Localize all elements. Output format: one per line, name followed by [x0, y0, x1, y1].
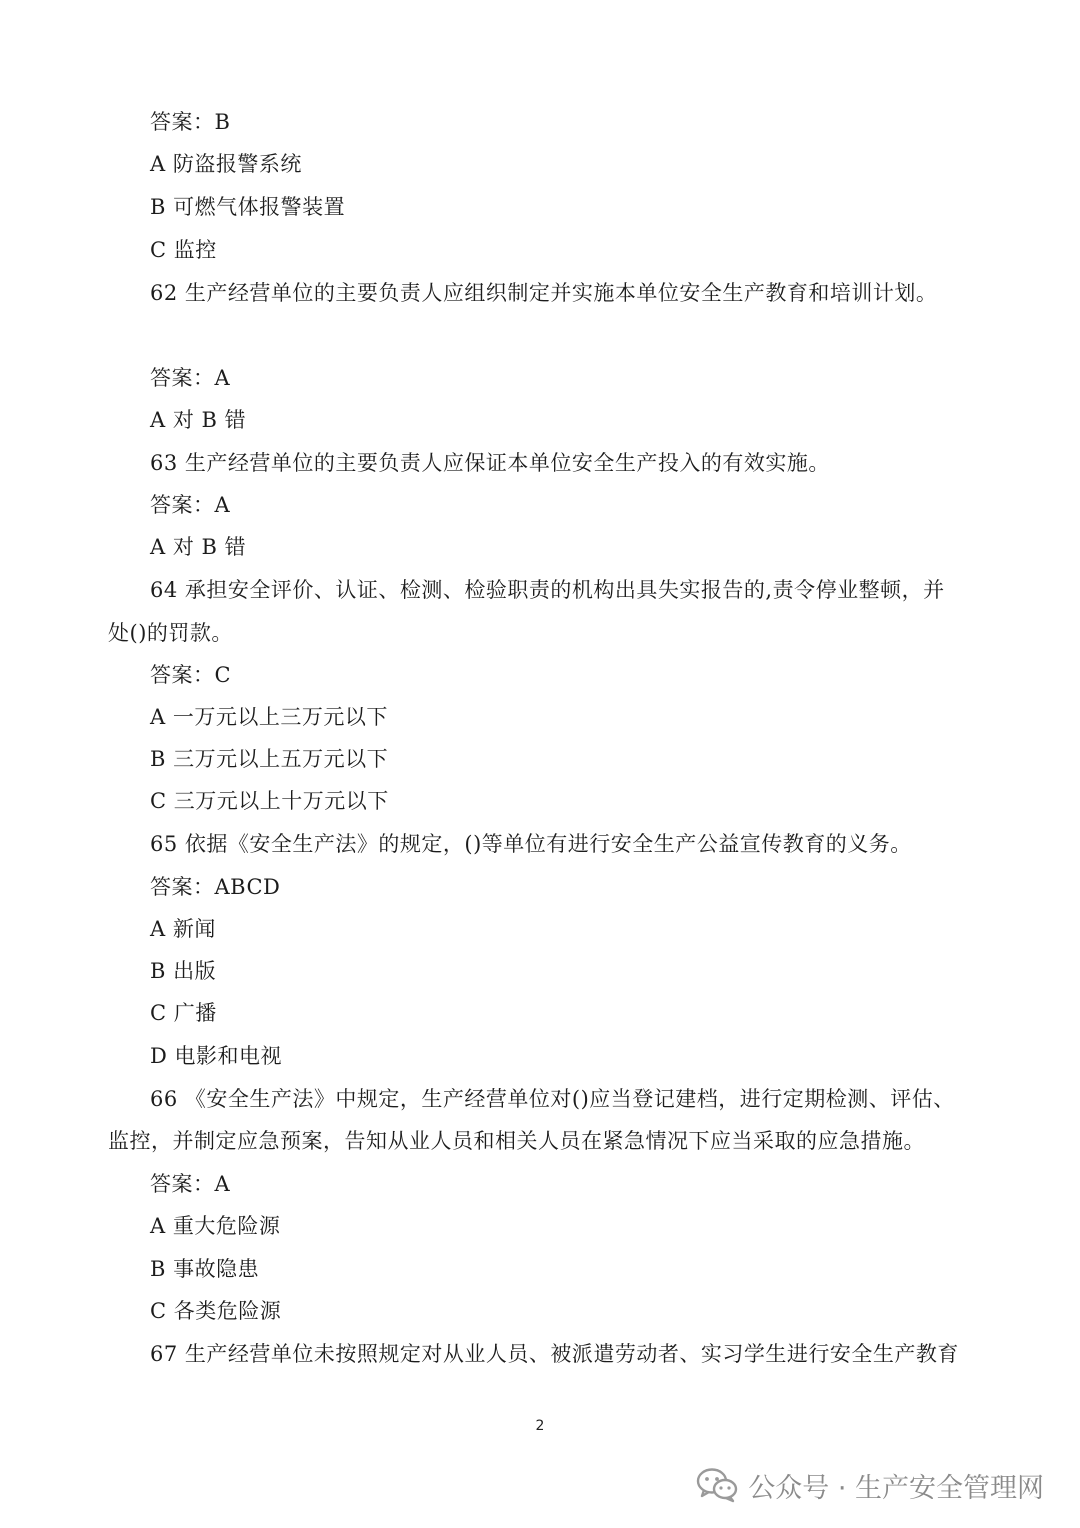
option-line: C 监控 — [150, 238, 217, 262]
answer-line: 答案：B — [150, 110, 231, 134]
answer-line: 答案：C — [150, 663, 232, 687]
option-line: B 事故隐患 — [150, 1257, 260, 1281]
option-line: C 各类危险源 — [150, 1299, 282, 1323]
question-65: 65 依据《安全生产法》的规定，()等单位有进行安全生产公益宣传教育的义务。 — [150, 832, 912, 856]
option-line: A 重大危险源 — [150, 1214, 281, 1238]
option-line: A 一万元以上三万元以下 — [150, 705, 388, 729]
option-line: A 防盗报警系统 — [150, 152, 302, 176]
option-line: B 可燃气体报警装置 — [150, 195, 346, 219]
question-62: 62 生产经营单位的主要负责人应组织制定并实施本单位安全生产教育和培训计划。 — [150, 281, 938, 305]
question-66-continued: 监控，并制定应急预案，告知从业人员和相关人员在紧急情况下应当采取的应急措施。 — [108, 1129, 925, 1153]
question-67: 67 生产经营单位未按照规定对从业人员、被派遣劳动者、实习学生进行安全生产教育 — [150, 1342, 959, 1366]
option-line: C 广播 — [150, 1001, 217, 1025]
option-line: A 对 B 错 — [150, 535, 247, 559]
option-line: C 三万元以上十万元以下 — [150, 789, 389, 813]
option-line: A 新闻 — [150, 917, 216, 941]
question-64-continued: 处()的罚款。 — [108, 621, 233, 645]
question-64: 64 承担安全评价、认证、检测、检验职责的机构出具失实报告的,责令停业整顿，并 — [150, 578, 945, 602]
answer-line: 答案：A — [150, 493, 231, 517]
answer-line: 答案：A — [150, 366, 231, 390]
option-line: A 对 B 错 — [150, 408, 247, 432]
wechat-icon — [696, 1467, 738, 1503]
watermark — [696, 1462, 1044, 1508]
question-66: 66 《安全生产法》中规定，生产经营单位对()应当登记建档，进行定期检测、评估、 — [150, 1087, 955, 1111]
answer-line: 答案：A — [150, 1172, 231, 1196]
question-63: 63 生产经营单位的主要负责人应保证本单位安全生产投入的有效实施。 — [150, 451, 830, 475]
answer-line: 答案：ABCD — [150, 875, 281, 899]
watermark-text: 公众号 · 生产安全管理网 — [748, 1472, 1044, 1504]
option-line: D 电影和电视 — [150, 1044, 283, 1068]
option-line: B 三万元以上五万元以下 — [150, 747, 389, 771]
page-number: 2 — [535, 1418, 545, 1434]
option-line: B 出版 — [150, 959, 217, 983]
